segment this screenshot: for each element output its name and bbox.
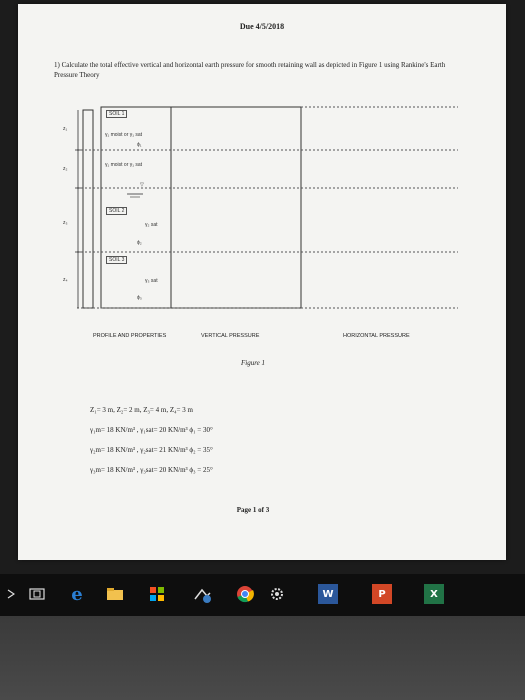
task-view-icon[interactable] — [26, 584, 48, 604]
parameter-list — [90, 400, 213, 480]
retaining-wall — [83, 110, 93, 308]
store-icon[interactable] — [146, 584, 168, 604]
settings-icon[interactable] — [266, 584, 288, 604]
layer-1-friction-angle: ϕ₁ — [137, 142, 142, 148]
monitor-bezel — [0, 616, 525, 700]
start-button[interactable] — [4, 584, 18, 604]
figure-1 — [63, 102, 468, 339]
edge-icon[interactable]: e — [71, 583, 83, 605]
param-soil-1: γ₁m= 18 KN/m³ , γ₁sat= 20 KN/m³ ϕ₁ = 30° — [90, 426, 213, 434]
depth-label-z3: z₃ — [63, 220, 68, 226]
water-table-icon: ▽ — [140, 182, 144, 188]
folder-icon[interactable] — [104, 584, 126, 604]
depth-label-z4: z₄ — [63, 277, 68, 283]
vertical-column-title: VERTICAL PRESSURE — [201, 333, 260, 339]
photos-icon[interactable] — [190, 584, 216, 604]
soil-3-friction-angle: ϕ₃ — [137, 295, 142, 301]
horizontal-column-title: HORIZONTAL PRESSURE — [343, 333, 410, 339]
soil-3-label: SOIL 3 — [106, 256, 127, 264]
depth-label-z2: z₂ — [63, 166, 68, 172]
powerpoint-icon[interactable]: P — [372, 584, 392, 604]
document-page — [18, 4, 506, 560]
param-soil-3: γ₃m= 18 KN/m³ , γ₃sat= 20 KN/m³ ϕ₃ = 25° — [90, 466, 213, 474]
param-soil-2: γ₂m= 18 KN/m³ , γ₂sat= 21 KN/m³ ϕ₂ = 35° — [90, 446, 213, 454]
soil-3-unit-weight: γ₃ sat — [145, 278, 158, 284]
soil-2-label: SOIL 2 — [106, 207, 127, 215]
soil-2-unit-weight: γ₂ sat — [145, 222, 158, 228]
profile-column-title: PROFILE AND PROPERTIES — [93, 333, 167, 339]
figure-drawing — [73, 102, 468, 342]
layer-2-unit-weight: γ₁ moist or γ₁ sat — [105, 162, 142, 168]
due-date: Due 4/5/2018 — [239, 22, 285, 31]
excel-icon[interactable]: X — [424, 584, 444, 604]
vertical-pressure-box — [171, 107, 301, 308]
soil-1-label: SOIL 1 — [106, 110, 127, 118]
chrome-icon[interactable] — [234, 584, 256, 604]
layer-1-unit-weight: γ₁ moist or γ₁ sat — [105, 132, 142, 138]
param-depths: Z₁= 3 m, Z₂= 2 m, Z₃= 4 m, Z₄= 3 m — [90, 406, 193, 414]
figure-caption: Figure 1 — [240, 359, 266, 367]
taskbar — [0, 574, 525, 616]
soil-2-friction-angle: ϕ₂ — [137, 240, 142, 246]
word-icon[interactable]: W — [318, 584, 338, 604]
question-text: 1) Calculate the total effective vertical and horizontal earth pressure for smooth retaining wall as depicted in Figure 1 using Rankine's Earth Pressure Theory — [54, 61, 446, 79]
depth-label-z1: z₁ — [63, 126, 68, 132]
page-number: Page 1 of 3 — [236, 506, 270, 514]
